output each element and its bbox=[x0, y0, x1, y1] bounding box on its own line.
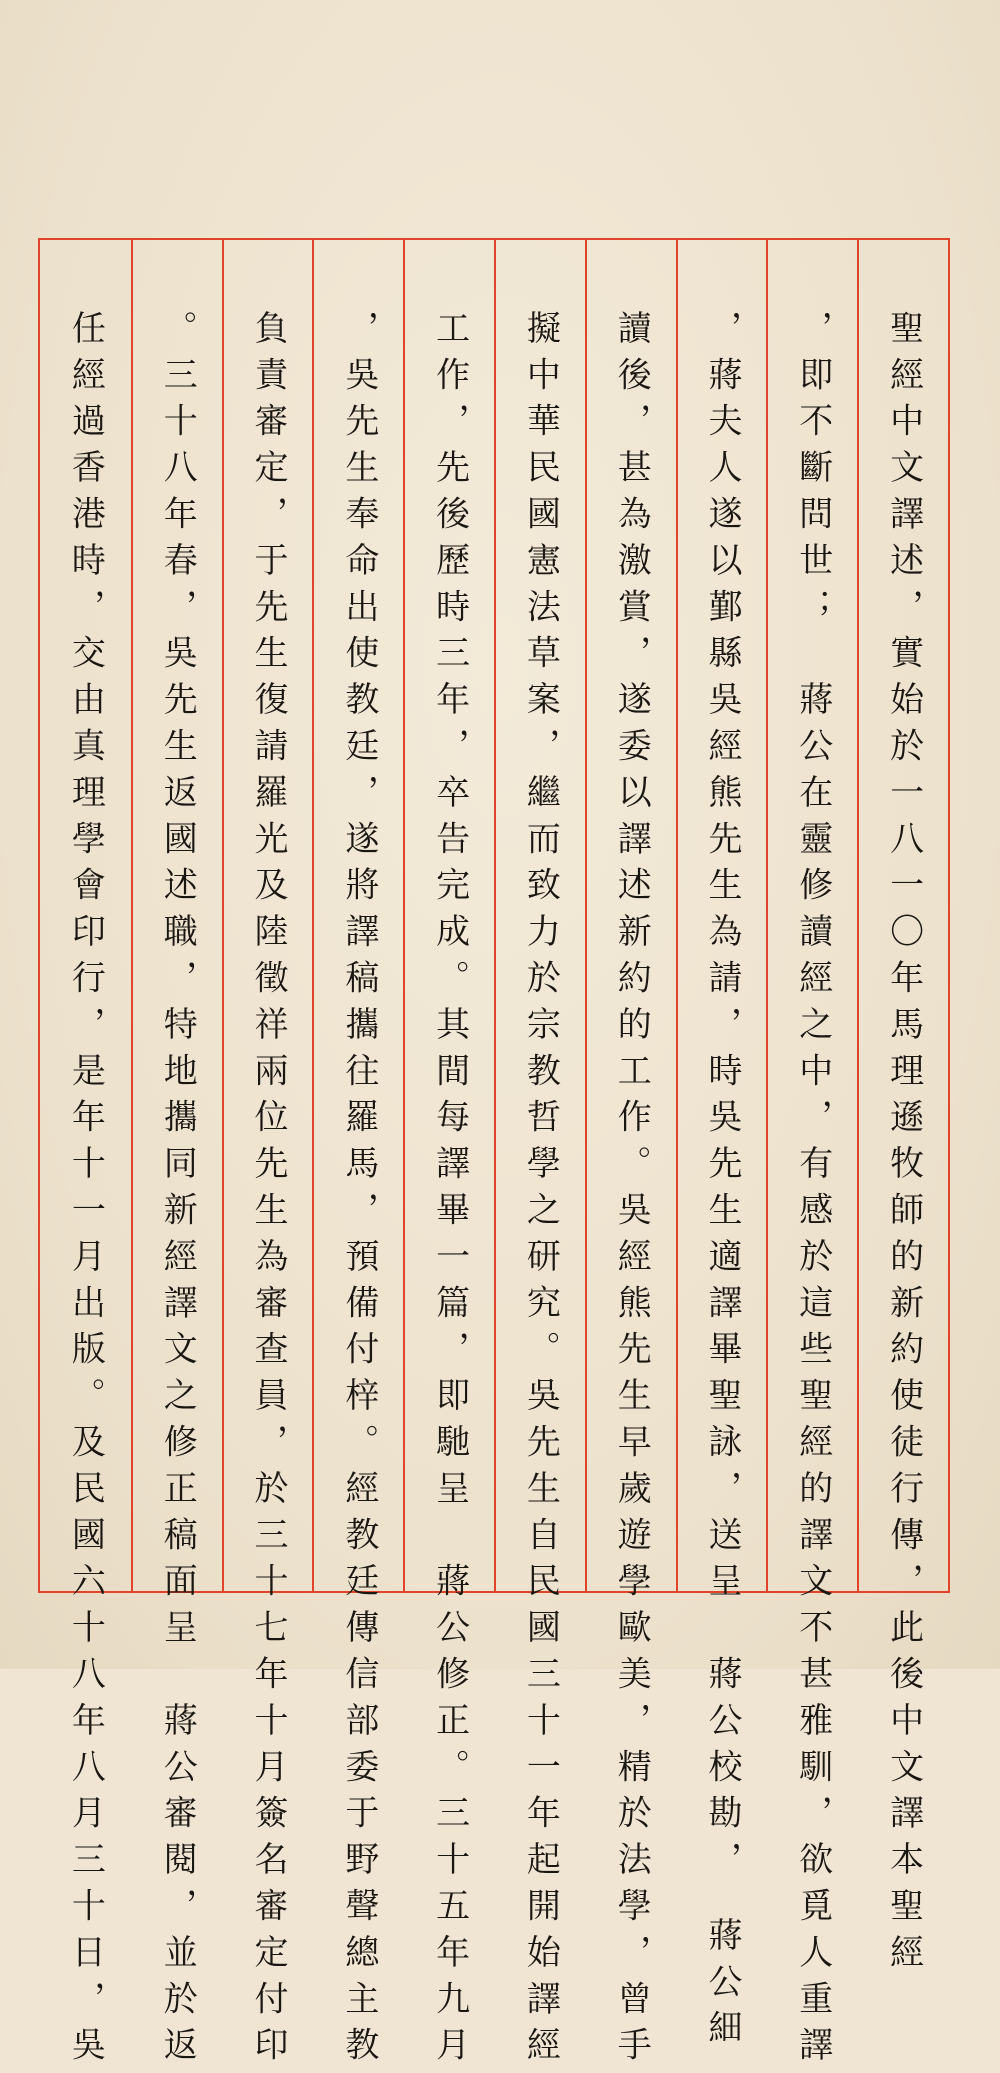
column-text: ，蔣夫人遂以鄞縣吳經熊先生為請，時吳先生適譯畢聖詠，送呈 蔣公校勘， 蔣公細 bbox=[702, 310, 742, 2057]
text-column bbox=[222, 240, 313, 2073]
column-text: 負責審定，于先生復請羅光及陸徵祥兩位先生為審查員，於三十七年十月簽名審定付印 bbox=[248, 310, 289, 2073]
text-column bbox=[857, 240, 948, 1981]
column-text: ，吳先生奉命出使教廷，遂將譯稿攜往羅馬，預備付梓。經教廷傳信部委于野聲總主教 bbox=[338, 310, 379, 2073]
column-text: 工作，先後歷時三年，卒告完成。其間每譯畢一篇，即馳呈 蔣公修正。三十五年九月 bbox=[429, 310, 470, 2073]
text-column bbox=[40, 240, 131, 2073]
column-text: 聖經中文譯述，實始於一八一〇年馬理遜牧師的新約使徒行傳，此後中文譯本聖經 bbox=[883, 310, 924, 1981]
text-column bbox=[494, 240, 585, 2073]
column-text: 擬中華民國憲法草案，繼而致力於宗教哲學之研究。吳先生自民國三十一年起開始譯經 bbox=[520, 310, 561, 2073]
text-column bbox=[766, 240, 857, 2073]
column-text: 。三十八年春，吳先生返國述職，特地攜同新經譯文之修正稿面呈 蔣公審閱，並於返 bbox=[157, 310, 198, 2073]
text-column bbox=[403, 240, 494, 2073]
text-column bbox=[585, 240, 676, 2073]
text-column bbox=[676, 240, 767, 2057]
column-text: ，即不斷問世； 蔣公在靈修讀經之中，有感於這些聖經的譯文不甚雅馴，欲覓人重譯 bbox=[792, 310, 833, 2073]
text-column bbox=[312, 240, 403, 2073]
text-column bbox=[131, 240, 222, 2073]
column-text: 任經過香港時，交由真理學會印行，是年十一月出版。及民國六十八年八月三十日，吳 bbox=[65, 310, 106, 2073]
text-frame bbox=[38, 238, 950, 2073]
column-text: 讀後，甚為激賞，遂委以譯述新約的工作。吳經熊先生早歲遊學歐美，精於法學，曾手 bbox=[611, 310, 652, 2073]
